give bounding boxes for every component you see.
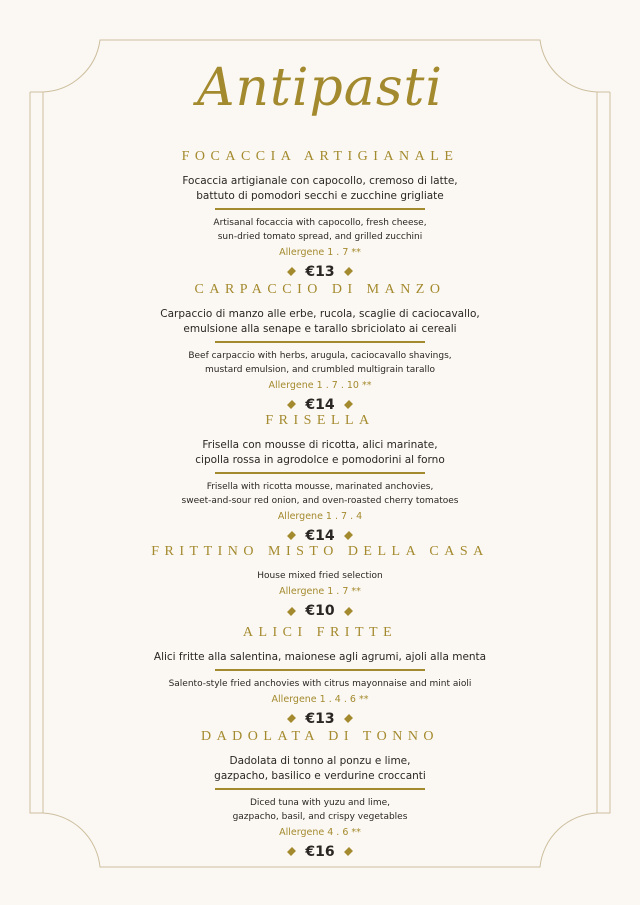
item-allergens: Allergene 1 . 7 ** <box>279 246 361 258</box>
price-row <box>40 264 600 280</box>
price-row <box>40 528 600 544</box>
item-price: €16 <box>305 843 335 860</box>
diamond-icon <box>344 400 353 409</box>
item-description-italian: Alici fritte alla salentina, maionese agli agrumi, ajoli alla menta <box>153 651 487 663</box>
item-price: €13 <box>305 263 335 280</box>
menu-item <box>40 149 600 280</box>
item-description-english: Salento-style fried anchovies with citrus mayonnaise and mint aioli <box>168 678 472 689</box>
item-price: €14 <box>305 527 335 544</box>
item-description-english: House mixed fried selection <box>257 571 383 581</box>
menu-item <box>40 413 600 544</box>
item-divider <box>215 472 425 474</box>
diamond-icon <box>344 714 353 723</box>
diamond-icon <box>287 400 296 409</box>
item-title: FOCACCIA ARTIGIANALE <box>181 149 459 164</box>
item-allergens: Allergene 4 . 6 ** <box>279 826 361 838</box>
menu-item <box>40 729 600 860</box>
item-allergens: Allergene 1 . 4 . 6 ** <box>271 693 369 705</box>
price-row <box>40 711 600 727</box>
menu-item <box>40 282 600 413</box>
menu-item <box>40 544 600 619</box>
diamond-icon <box>344 847 353 856</box>
item-title: ALICI FRITTE <box>242 625 398 640</box>
price-row <box>40 844 600 860</box>
item-price: €13 <box>305 710 335 727</box>
diamond-icon <box>287 847 296 856</box>
item-description-italian: Carpaccio di manzo alle erbe, rucola, scaglie di caciocavallo, emulsione alla senape e tarallo sbriciolato ai cereali <box>160 308 480 335</box>
item-title: CARPACCIO DI MANZO <box>194 282 446 297</box>
item-description-english: Beef carpaccio with herbs, arugula, caciocavallo shavings, mustard emulsion, and crumbled multigrain tarallo <box>188 350 452 375</box>
price-row <box>40 397 600 413</box>
item-divider <box>215 788 425 790</box>
item-description-english: Artisanal focaccia with capocollo, fresh cheese, sun-dried tomato spread, and grilled zucchini <box>213 217 427 242</box>
item-title: FRITTINO MISTO DELLA CASA <box>151 544 489 559</box>
item-divider <box>215 341 425 343</box>
item-description-english: Frisella with ricotta mousse, marinated anchovies, sweet-and-sour red onion, and oven-roasted cherry tomatoes <box>181 481 459 506</box>
diamond-icon <box>344 531 353 540</box>
diamond-icon <box>287 714 296 723</box>
item-title: DADOLATA DI TONNO <box>200 729 440 744</box>
item-divider <box>215 669 425 671</box>
item-divider <box>215 208 425 210</box>
menu-item <box>40 625 600 727</box>
item-description-italian: Focaccia artigianale con capocollo, cremoso di latte, battuto di pomodori secchi e zucchine grigliate <box>182 175 458 202</box>
diamond-icon <box>344 267 353 276</box>
item-description-english: Diced tuna with yuzu and lime, gazpacho, basil, and crispy vegetables <box>232 797 408 822</box>
diamond-icon <box>287 267 296 276</box>
diamond-icon <box>287 607 296 616</box>
item-price: €14 <box>305 396 335 413</box>
diamond-icon <box>287 531 296 540</box>
diamond-icon <box>344 607 353 616</box>
price-row <box>40 603 600 619</box>
item-description-italian: Frisella con mousse di ricotta, alici marinate, cipolla rossa in agrodolce e pomodorini al forno <box>195 439 445 466</box>
item-allergens: Allergene 1 . 7 . 4 <box>277 510 363 522</box>
item-description-italian: Dadolata di tonno al ponzu e lime, gazpacho, basilico e verdurine croccanti <box>214 755 426 782</box>
item-title: FRISELLA <box>265 413 375 428</box>
menu-heading: Antipasti <box>196 58 444 118</box>
item-allergens: Allergene 1 . 7 ** <box>279 586 361 597</box>
item-allergens: Allergene 1 . 7 . 10 ** <box>268 379 372 391</box>
item-price: €10 <box>305 603 335 619</box>
